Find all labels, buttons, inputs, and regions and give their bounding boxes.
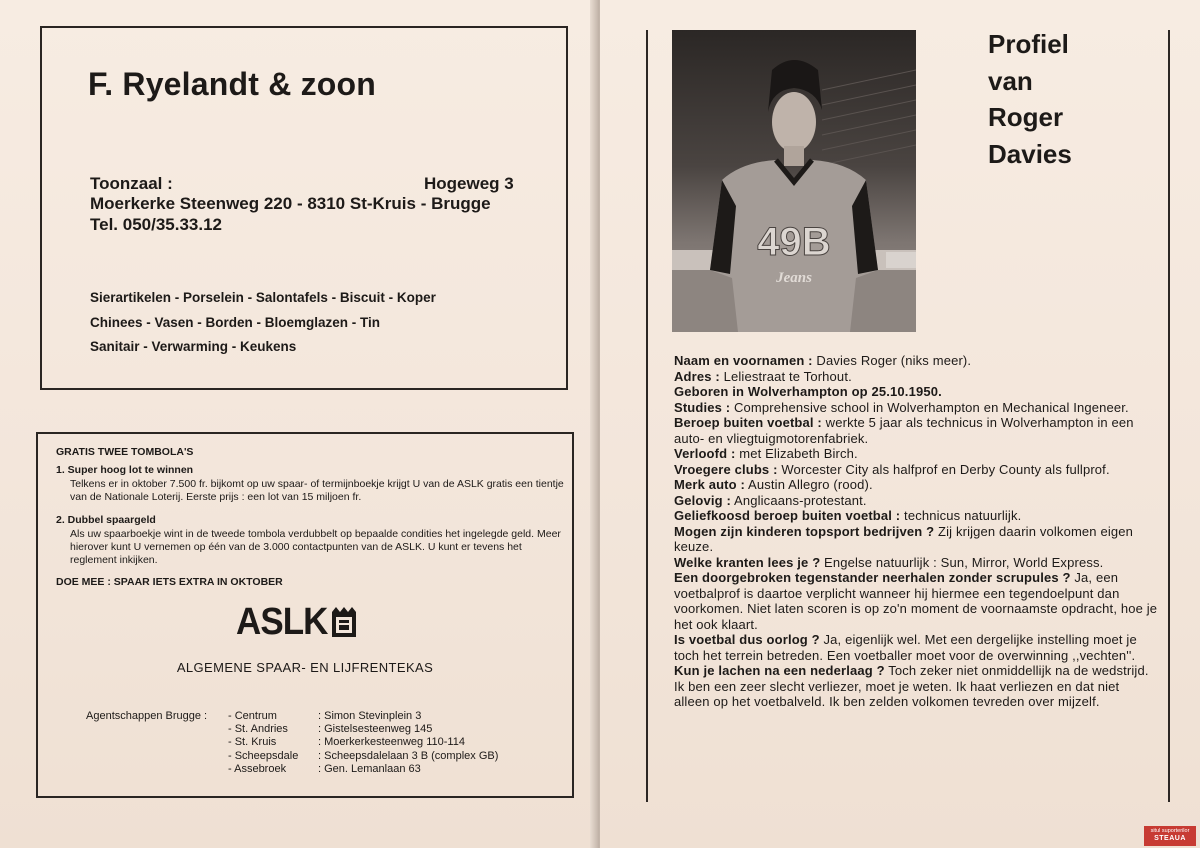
profile-entry [674, 353, 1158, 369]
question: Naam en voornamen : [674, 353, 813, 368]
answer: Austin Allegro (rood). [745, 477, 873, 492]
answer: werkte 5 jaar als technicus in Wolverhampton in een auto- en vliegtuigmotorenfabriek. [674, 415, 1134, 446]
agent-location: - St. Kruis [228, 736, 277, 749]
profile-entry [674, 570, 1158, 632]
player-photo-illustration [672, 30, 916, 332]
question: Een doorgebroken tegenstander neerhalen zonder scrupules ? [674, 570, 1071, 585]
agent-address: : Gen. Lemanlaan 63 [318, 762, 421, 775]
agent-address: : Gistelsesteenweg 145 [318, 723, 433, 736]
answer: technicus natuurlijk. [900, 508, 1022, 523]
agents-label: Agentschappen Brugge : [86, 710, 208, 722]
agent-row [228, 710, 498, 723]
watermark-line: situl suporterilor [1150, 828, 1190, 834]
agent-address: : Scheepsdalelaan 3 B (complex GB) [318, 749, 499, 762]
title-line: Roger [988, 102, 1064, 132]
answer: Ja, eigenlijk wel. Met een dergelijke instelling moet je toch het terrein betreden. Een voetballer moet voor de overwinning ,,vechten''. [674, 632, 1137, 663]
tombola-text-2: Als uw spaarboekje wint in de tweede tombola verdubbelt op bepaalde condities het ingelegde geld. Meer hierover kunt U vernemen op één van de 3.000 contactpunten van de ASLK. U kunt er tevens het reglement inkijken. [70, 528, 561, 566]
answer: Davies Roger (niks meer). [812, 353, 972, 368]
shirt-number: 49B [757, 220, 831, 264]
tombola-call-to-action: DOE MEE : SPAAR IETS EXTRA IN OKTOBER [56, 576, 283, 588]
right-rule [1168, 30, 1170, 802]
profile-title [988, 26, 1072, 172]
agent-row [228, 750, 498, 763]
profile-entry [674, 415, 1158, 446]
ryelandt-advert [40, 26, 568, 390]
title-line: Davies [988, 138, 1072, 169]
answer: Engelse natuurlijk : Sun, Mirror, World Express. [820, 554, 1104, 570]
profile-entry [674, 462, 1158, 478]
goods-line: Sierartikelen - Porselein - Salontafels - Biscuit - Koper [90, 290, 436, 305]
question: Geboren in Wolverhampton op 25.10.1950. [674, 384, 942, 399]
question: Adres : [674, 368, 720, 384]
aslk-advert [36, 432, 574, 798]
tombola-heading-1: 1. Super hoog lot te winnen [56, 464, 194, 476]
agent-address: : Simon Stevinplein 3 [318, 710, 422, 722]
profile-entry [674, 508, 1158, 524]
question: Welke kranten lees je ? [674, 554, 821, 570]
agent-location: - Scheepsdale [228, 749, 299, 762]
tombola-text-1: Telkens er in oktober 7.500 fr. bijkomt op uw spaar- of termijnboekje krijgt U van de ASLK gratis een tientje van de Nationale Loterij. Eerste prijs : een lot van 15 miljoen fr. [70, 478, 564, 503]
profile-entry [674, 400, 1158, 416]
answer: Ja, een voetbalprof is daartoe verplicht wanneer hij hiermee een tegendoelpunt dan voorkomen. Niet laten scoren is op zo'n moment de voornaamste opdracht, hoe je het ook klaart. [674, 570, 1158, 632]
question: Beroep buiten voetbal : [674, 415, 822, 430]
profile-entry [674, 493, 1158, 509]
player-photo [672, 30, 916, 332]
profile-entry [674, 384, 1158, 400]
showroom-label: Toonzaal : [90, 174, 173, 193]
left-rule [646, 30, 648, 802]
aslk-full-name: ALGEMENE SPAAR- EN LIJFRENTEKAS [176, 660, 434, 675]
title-line: Profiel [988, 29, 1069, 59]
answer: Worcester City als halfprof en Derby County als fullprof. [777, 461, 1110, 477]
hogeweg-address: Hogeweg 3 [424, 174, 514, 193]
agent-row [228, 736, 498, 749]
company-name: F. Ryelandt & zoon [88, 66, 377, 102]
question: Mogen zijn kinderen topsport bedrijven ? [674, 523, 935, 539]
answer: Anglicaans-protestant. [730, 492, 867, 508]
goods-line: Chinees - Vasen - Borden - Bloemglazen - Tin [90, 315, 381, 330]
question: Is voetbal dus oorlog ? [674, 632, 820, 647]
watermark-logo-text: STEAUA [1154, 835, 1186, 842]
question: Merk auto : [674, 477, 745, 492]
answer: Leliestraat te Torhout. [719, 368, 852, 384]
shirt-sponsor: Jeans [776, 270, 812, 286]
question: Vroegere clubs : [674, 461, 778, 477]
agents-list [228, 710, 498, 776]
answer: Comprehensive school in Wolverhampton en Mechanical Ingeneer. [730, 399, 1129, 415]
agent-address: : Moerkerkesteenweg 110-114 [318, 736, 465, 749]
tombola-heading-2: 2. Dubbel spaargeld [56, 514, 156, 526]
watermark-badge [1144, 826, 1196, 846]
question: Geliefkoosd beroep buiten voetbal : [674, 508, 901, 523]
aslk-logo [236, 602, 357, 642]
profile-entry [674, 477, 1158, 493]
telephone: Tel. 050/35.33.12 [90, 215, 223, 234]
answer: met Elizabeth Birch. [735, 446, 858, 461]
title-line: van [988, 65, 1033, 96]
agent-row [228, 723, 498, 736]
goods-line: Sanitair - Verwarming - Keukens [90, 339, 297, 354]
left-page [0, 0, 594, 848]
profile-entry [674, 369, 1158, 385]
tombola-title: GRATIS TWEE TOMBOLA'S [56, 446, 194, 458]
agent-location: - Assebroek [228, 762, 287, 775]
agent-location: - Centrum [228, 710, 277, 722]
profile-text [674, 353, 1158, 710]
profile-entry [674, 663, 1158, 710]
question: Kun je lachen na een nederlaag ? [674, 663, 885, 678]
answer: Toch zeker niet onmiddellijk na de wedstrijd. Ik ben een zeer slecht verliezer, moet je weten. Ik haat verliezen en dat niet alleen op het voetbalveld. Ik ben zelden volkomen tevreden over mijzelf. [674, 663, 1149, 709]
street-address: Moerkerke Steenweg 220 - 8310 St-Kruis - Brugge [90, 194, 491, 213]
question: Studies : [674, 399, 731, 415]
profile-entry [674, 446, 1158, 462]
profile-entry [674, 524, 1158, 555]
question: Verloofd : [674, 446, 736, 461]
agent-row [228, 763, 498, 776]
answer: Zij krijgen daarin volkomen eigen keuze. [674, 523, 1134, 554]
profile-entry [674, 632, 1158, 663]
aslk-logo-text: ASLK [236, 601, 328, 643]
profile-entry [674, 555, 1158, 571]
question: Gelovig : [674, 492, 731, 508]
agent-location: - St. Andries [228, 723, 288, 736]
aslk-emblem-icon [331, 606, 357, 638]
